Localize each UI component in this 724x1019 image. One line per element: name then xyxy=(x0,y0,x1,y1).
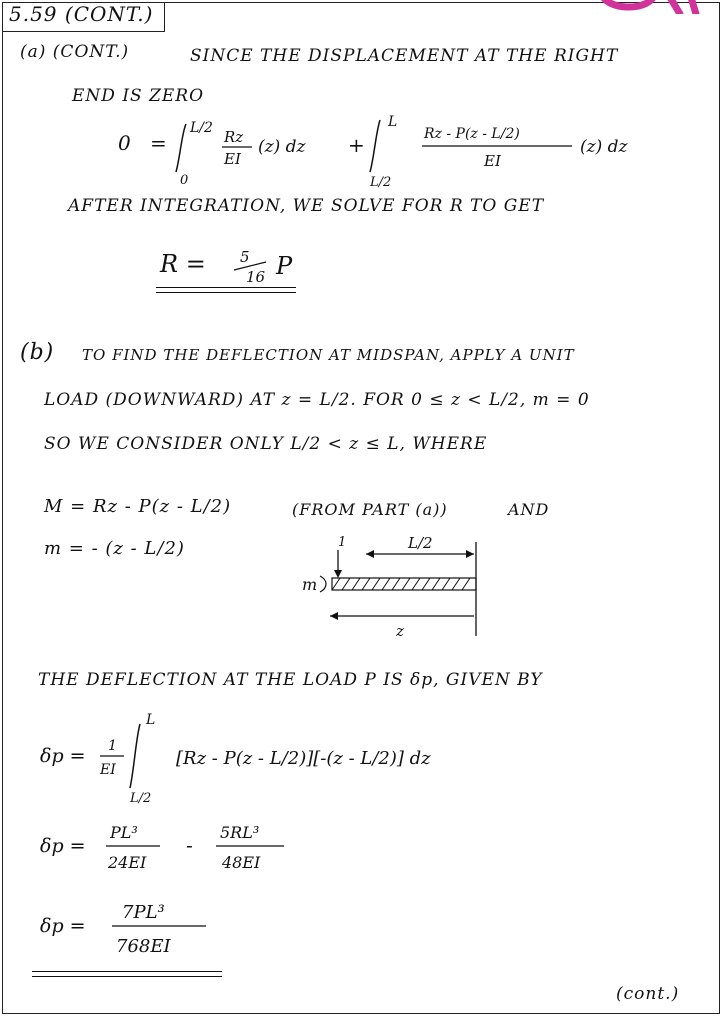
final-underline-1 xyxy=(32,971,222,972)
result-rhs: P xyxy=(276,252,293,280)
eq2-lhs: δp = xyxy=(40,835,86,857)
result-lhs: R = xyxy=(160,250,206,278)
continued-note: (cont.) xyxy=(616,984,680,1004)
int2-numerator: Rz - P(z - L/2) xyxy=(424,126,520,142)
eq1-lhs: δp = xyxy=(40,745,86,767)
beam-sketch xyxy=(300,532,540,652)
int1-tail: (z) dz xyxy=(258,137,306,157)
after-integration-text: AFTER INTEGRATION, WE SOLVE FOR R TO GET xyxy=(68,196,545,216)
moment-note: (FROM PART (a)) xyxy=(292,500,448,519)
deflection-text: THE DEFLECTION AT THE LOAD P IS δp, GIVEN BY xyxy=(38,670,543,690)
eq2-num1: PL³ xyxy=(110,823,138,842)
int2-lower: L/2 xyxy=(370,175,392,190)
part-b-line2: LOAD (DOWNWARD) AT z = L/2. FOR 0 ≤ z < L/2, m = 0 xyxy=(44,390,590,410)
deflection-equation-2 xyxy=(30,810,430,880)
part-b-label: (b) xyxy=(20,340,55,365)
moment-arc xyxy=(320,576,326,592)
eq3-lhs: δp = xyxy=(40,915,86,937)
span-label: L/2 xyxy=(408,534,433,552)
eq1-frac-den: EI xyxy=(100,762,116,778)
int2-denominator: EI xyxy=(484,152,501,170)
eq3-den: 768EI xyxy=(116,936,171,957)
final-underline-2 xyxy=(32,976,222,977)
integral-sign-1 xyxy=(176,124,186,172)
deflection-equation-1 xyxy=(30,712,630,806)
z-label: z xyxy=(396,622,404,640)
unit-load-label: 1 xyxy=(338,535,347,550)
underline-1 xyxy=(156,287,296,288)
int1-lower: 0 xyxy=(180,173,189,188)
publisher-logo xyxy=(596,0,706,14)
eq1-frac-num: 1 xyxy=(108,738,117,754)
int2-tail: (z) dz xyxy=(580,137,628,157)
int1-numerator: Rz xyxy=(224,128,244,146)
deflection-equation-3 xyxy=(30,888,330,968)
part-b-line3: SO WE CONSIDER ONLY L/2 < z ≤ L, WHERE xyxy=(44,434,488,454)
part-a-label: (a) (CONT.) xyxy=(20,42,130,62)
part-a-equation xyxy=(0,110,724,190)
int1-denominator: EI xyxy=(224,150,241,168)
result-numerator: 5 xyxy=(240,248,250,266)
moment-symbol: m xyxy=(302,575,318,594)
problem-number: 5.59 (CONT.) xyxy=(9,2,154,26)
eq-lhs: 0 xyxy=(118,131,131,155)
eq2-den1: 24EI xyxy=(108,853,147,872)
eq2-minus: - xyxy=(186,833,193,857)
unit-moment-equation: m = - (z - L/2) xyxy=(44,538,185,559)
eq1-lower: L/2 xyxy=(130,791,152,806)
eq1-integral-sign xyxy=(130,724,140,788)
eq1-integrand: [Rz - P(z - L/2)][-(z - L/2)] dz xyxy=(176,748,431,769)
result-R xyxy=(150,236,450,306)
part-b-line1: TO FIND THE DEFLECTION AT MIDSPAN, APPLY A UNIT xyxy=(82,346,575,364)
result-denominator: 16 xyxy=(246,268,266,286)
eq2-num2: 5RL³ xyxy=(220,823,260,842)
eq2-den2: 48EI xyxy=(222,853,261,872)
moment-equation: M = Rz - P(z - L/2) xyxy=(44,496,232,517)
eq-plus: + xyxy=(348,133,365,157)
eq3-num: 7PL³ xyxy=(122,902,165,923)
eq1-upper: L xyxy=(146,712,156,728)
moment-and: AND xyxy=(508,500,550,519)
underline-2 xyxy=(156,292,296,293)
int1-upper: L/2 xyxy=(190,120,213,136)
eq-equals: = xyxy=(150,131,167,155)
int2-upper: L xyxy=(388,114,398,130)
integral-sign-2 xyxy=(370,120,380,172)
part-a-intro-line1: SINCE THE DISPLACEMENT AT THE RIGHT xyxy=(190,46,619,66)
part-a-intro-line2: END IS ZERO xyxy=(72,86,205,106)
